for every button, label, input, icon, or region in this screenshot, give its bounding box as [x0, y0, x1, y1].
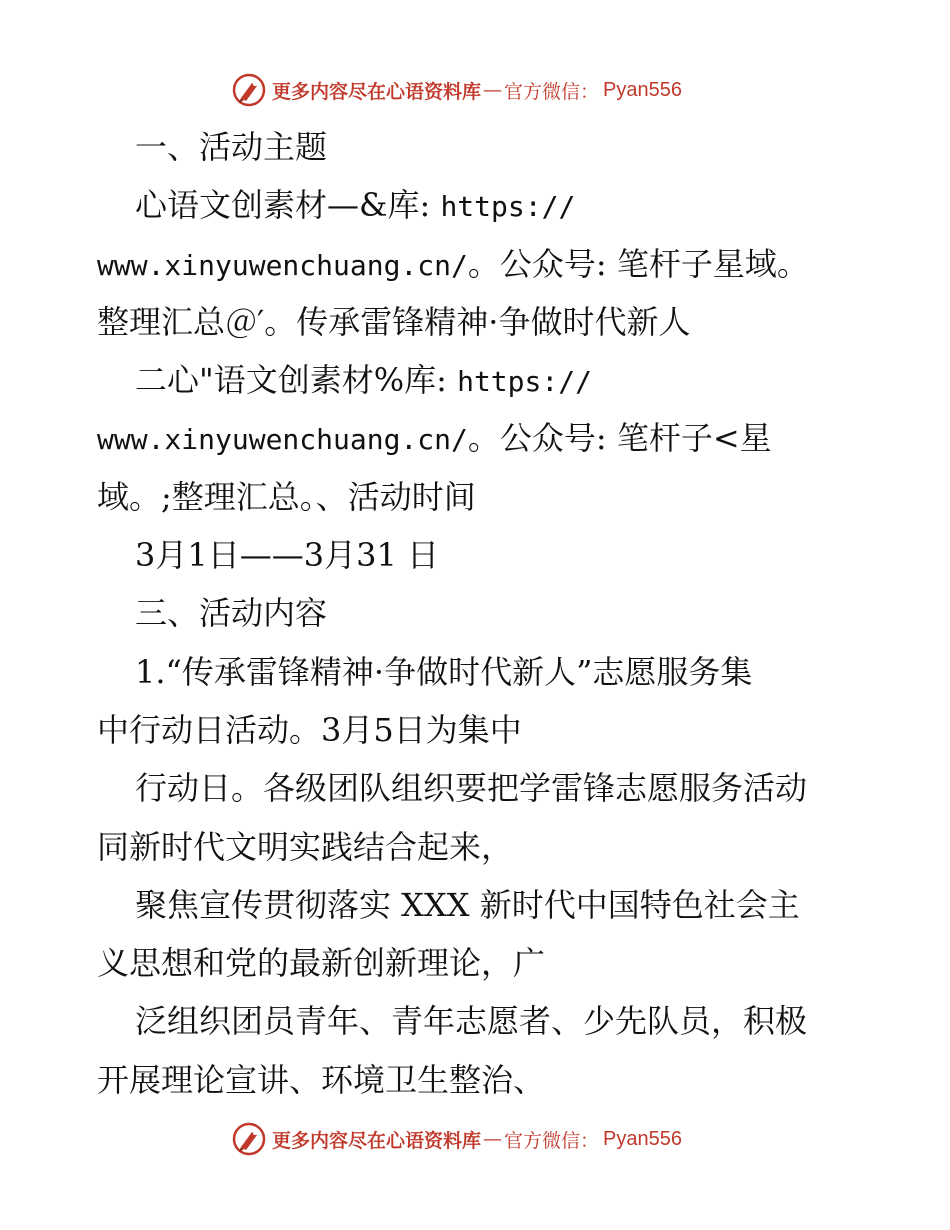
text-line: 域。;整理汇总。、活动时间 — [97, 477, 476, 516]
url-run: https:// — [440, 190, 576, 224]
url-run: www.xinyuwenchuang.cn/ — [97, 248, 468, 282]
banner-wechat-label: 官方微信： — [504, 80, 600, 103]
text-run: 。公众号: 笔杆子<星 — [467, 419, 772, 458]
text-run: 二心"语文创素材%库: — [135, 361, 458, 400]
body-text — [97, 118, 867, 1109]
text-line: 行动日。各级团队组织要把学雷锋志愿服务活动 — [135, 769, 808, 808]
text-line: 1.“传承雷锋精神·争做时代新人”志愿服务集 — [135, 652, 753, 691]
banner-wechat-id: Pyan556 — [603, 1127, 682, 1150]
section-heading-content: 三、活动内容 — [135, 594, 328, 633]
text-run: 心语文创素材—&库: — [135, 186, 441, 225]
banner-separator: — — [483, 79, 503, 101]
banner-main-text: 更多内容尽在心语资料库 — [272, 1129, 482, 1152]
pen-logo-icon — [232, 1122, 266, 1156]
text-line: 聚焦宣传贯彻落实 XXX 新时代中国特色社会主 — [135, 885, 800, 924]
text-run: 。公众号: 笔杆子星域。 — [467, 244, 809, 283]
header-banner — [232, 72, 682, 108]
url-run: www.xinyuwenchuang.cn/ — [97, 423, 468, 457]
footer-banner — [232, 1121, 682, 1157]
banner-main-text: 更多内容尽在心语资料库 — [272, 80, 482, 103]
text-line: 中行动日活动。3月5日为集中 — [97, 710, 522, 749]
text-line: 同新时代文明实践结合起来， — [97, 827, 514, 866]
text-line — [97, 351, 867, 409]
text-line — [97, 235, 867, 293]
section-heading-theme: 一、活动主题 — [135, 128, 328, 166]
pen-logo-icon — [232, 73, 266, 107]
banner-wechat-label: 官方微信： — [504, 1129, 600, 1152]
text-line: 义思想和党的最新创新理论，广 — [97, 944, 546, 983]
url-run: https:// — [457, 365, 592, 399]
activity-dates: 3月1日——3月31 日 — [135, 536, 439, 575]
banner-separator: — — [483, 1128, 503, 1150]
text-line: 整理汇总＠′。传承雷锋精神·争做时代新人 — [97, 302, 691, 341]
banner-wechat-id: Pyan556 — [603, 78, 682, 101]
text-line: 开展理论宣讲、环境卫生整治、 — [97, 1060, 546, 1099]
text-line: 泛组织团员青年、青年志愿者、少先队员，积极 — [135, 1002, 808, 1041]
text-line — [97, 176, 867, 234]
text-line — [97, 409, 867, 467]
